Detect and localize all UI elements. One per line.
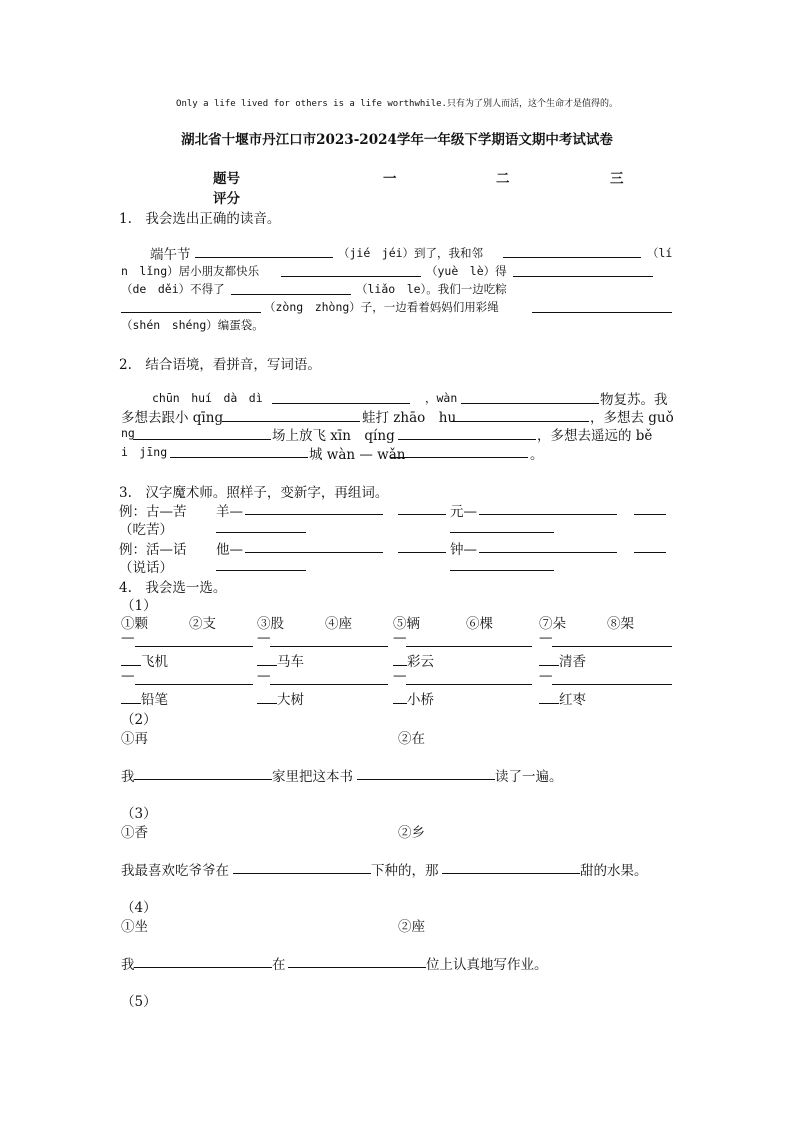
answer-blank[interactable]: [245, 514, 383, 515]
answer-blank[interactable]: [357, 779, 495, 780]
motto-header: Only a life lived for others is a life worthwhile.只有为了别人而活，这个生命才是值得的。: [176, 99, 618, 109]
q3-example: （吃苦）: [119, 522, 173, 538]
q1-pinyin: （yuè lè）得: [426, 264, 507, 278]
q2-pinyin: ，wàn: [425, 391, 458, 405]
question-4-heading: 4. 我会选一选。: [119, 580, 227, 596]
question-1-heading: 1. 我会选出正确的读音。: [119, 211, 281, 227]
answer-blank[interactable]: [121, 703, 141, 704]
q1-pinyin: （lí: [647, 246, 673, 260]
q4-part-label: （1）: [121, 598, 157, 614]
dash: —: [393, 630, 407, 646]
answer-blank[interactable]: [257, 703, 277, 704]
q4-noun: 彩云: [407, 654, 434, 670]
answer-blank[interactable]: [231, 294, 351, 295]
answer-blank[interactable]: [479, 514, 617, 515]
answer-blank[interactable]: [135, 684, 253, 685]
q2-text: 城 wàn — wǎn: [309, 447, 406, 463]
answer-blank[interactable]: [532, 312, 672, 313]
q1-pinyin: （zòng zhòng）子，一边看着妈妈们用彩绳: [264, 300, 499, 314]
q4-option: ①香: [121, 825, 148, 841]
answer-blank[interactable]: [398, 439, 536, 440]
answer-blank[interactable]: [503, 257, 641, 258]
answer-blank[interactable]: [393, 665, 407, 666]
q1-pinyin: n lǐng）居小朋友都快乐: [121, 264, 260, 278]
answer-blank[interactable]: [552, 646, 672, 647]
q2-text: 。: [530, 447, 544, 463]
answer-blank[interactable]: [634, 514, 666, 515]
q4-option: ①再: [121, 731, 148, 747]
q3-word: 钟—: [450, 542, 477, 558]
score-col-2: 二: [496, 171, 510, 187]
q4-noun: 小桥: [407, 692, 434, 708]
answer-blank[interactable]: [390, 457, 528, 458]
answer-blank[interactable]: [133, 439, 271, 440]
answer-blank[interactable]: [450, 570, 554, 571]
dash: —: [257, 630, 271, 646]
q1-pinyin: （liǎo le）。我们一边吃粽: [356, 282, 507, 296]
dash: —: [257, 668, 271, 684]
q4-sentence: 甜的水果。: [580, 863, 648, 879]
q4-sentence: 家里把这本书: [272, 769, 353, 785]
q2-text: 蛙打 zhāo hu: [362, 410, 457, 426]
answer-blank[interactable]: [134, 967, 272, 968]
q3-word: 他—: [216, 542, 243, 558]
q4-option: ②乡: [398, 825, 425, 841]
q4-option: ②支: [189, 616, 216, 632]
q4-part-label: （3）: [121, 806, 157, 822]
q4-option: ①坐: [121, 919, 148, 935]
q4-option: ⑦朵: [539, 616, 566, 632]
q2-pinyin: i jīng: [121, 445, 168, 459]
answer-blank[interactable]: [461, 403, 599, 404]
question-3-heading: 3. 汉字魔术师。照样子，变新字，再组词。: [119, 485, 389, 501]
answer-blank[interactable]: [451, 421, 589, 422]
answer-blank[interactable]: [135, 646, 253, 647]
q3-word: 元—: [450, 504, 477, 520]
q4-option: ③股: [257, 616, 284, 632]
score-col-3: 三: [610, 171, 624, 187]
q2-text: 物复苏。我: [600, 392, 668, 408]
q1-pinyin: （de děi）不得了: [121, 282, 225, 296]
q4-sentence: 在: [272, 957, 286, 973]
answer-blank[interactable]: [539, 703, 559, 704]
answer-blank[interactable]: [245, 552, 383, 553]
q4-option: ②在: [398, 731, 425, 747]
q4-part-label: （2）: [121, 712, 157, 728]
q1-pinyin: （jié jéi）到了，我和邻: [338, 246, 484, 260]
answer-blank[interactable]: [270, 684, 388, 685]
q4-option: ②座: [398, 919, 425, 935]
page-title: 湖北省十堰市丹江口市2023-2024学年一年级下学期语文期中考试试卷: [181, 132, 613, 148]
q4-noun: 清香: [559, 654, 586, 670]
answer-blank[interactable]: [170, 457, 308, 458]
answer-blank[interactable]: [272, 403, 410, 404]
q1-pinyin: （shén shéng）编蛋袋。: [121, 318, 264, 332]
answer-blank[interactable]: [121, 665, 141, 666]
q4-sentence: 读了一遍。: [495, 769, 563, 785]
q4-part-label: （5）: [121, 994, 157, 1010]
q2-pinyin: chūn huí dà dì: [152, 391, 263, 405]
answer-blank[interactable]: [393, 703, 407, 704]
answer-blank[interactable]: [479, 552, 617, 553]
q4-noun: 红枣: [559, 692, 586, 708]
answer-blank[interactable]: [539, 665, 559, 666]
answer-blank[interactable]: [216, 532, 306, 533]
q2-text: 场上放飞 xīn qíng: [272, 428, 395, 444]
answer-blank[interactable]: [121, 312, 261, 313]
score-table-score-label: 评分: [213, 191, 240, 207]
answer-blank[interactable]: [288, 967, 426, 968]
q4-sentence: 位上认真地写作业。: [426, 957, 548, 973]
answer-blank[interactable]: [442, 873, 580, 874]
q4-option: ⑤辆: [393, 616, 420, 632]
answer-blank[interactable]: [406, 684, 532, 685]
answer-blank[interactable]: [134, 779, 272, 780]
answer-blank[interactable]: [450, 532, 554, 533]
dash: —: [539, 630, 553, 646]
dash: —: [121, 668, 135, 684]
q4-sentence: 我: [121, 769, 135, 785]
q4-option: ④座: [325, 616, 352, 632]
answer-blank[interactable]: [233, 873, 371, 874]
answer-blank[interactable]: [216, 570, 306, 571]
q2-text: ，多想去 guǒ: [590, 410, 674, 426]
answer-blank[interactable]: [195, 257, 333, 258]
dash: —: [121, 630, 135, 646]
q4-option: ⑥棵: [466, 616, 493, 632]
q4-noun: 铅笔: [141, 692, 168, 708]
question-2-heading: 2. 结合语境，看拼音，写词语。: [119, 357, 321, 373]
q2-text: ，多想去遥远的 bě: [537, 428, 653, 444]
answer-blank[interactable]: [634, 552, 666, 553]
score-table-header-label: 题号: [213, 171, 240, 187]
q4-part-label: （4）: [121, 900, 157, 916]
answer-blank[interactable]: [406, 646, 532, 647]
q3-word: 羊—: [216, 504, 243, 520]
q3-example: 例：古—苦: [119, 504, 187, 520]
answer-blank[interactable]: [270, 646, 388, 647]
q4-noun: 马车: [277, 654, 304, 670]
answer-blank[interactable]: [257, 665, 277, 666]
q4-noun: 飞机: [141, 654, 168, 670]
answer-blank[interactable]: [398, 514, 446, 515]
answer-blank[interactable]: [281, 276, 421, 277]
q4-option: ①颗: [121, 616, 148, 632]
q2-pinyin: ng: [121, 426, 135, 440]
q4-sentence: 我最喜欢吃爷爷在: [121, 863, 229, 879]
answer-blank[interactable]: [552, 684, 672, 685]
q4-sentence: 下种的，那: [371, 863, 439, 879]
answer-blank[interactable]: [513, 276, 653, 277]
answer-blank[interactable]: [222, 421, 360, 422]
q2-text: 多想去跟小 qīng: [121, 410, 224, 426]
dash: —: [539, 668, 553, 684]
q4-sentence: 我: [121, 957, 135, 973]
answer-blank[interactable]: [398, 552, 446, 553]
q3-example: 例：活—话: [119, 542, 187, 558]
q4-noun: 大树: [277, 692, 304, 708]
score-col-1: 一: [383, 171, 397, 187]
q1-text: 端午节: [150, 247, 191, 263]
dash: —: [393, 668, 407, 684]
q3-example: （说话）: [119, 560, 173, 576]
q4-option: ⑧架: [607, 616, 634, 632]
